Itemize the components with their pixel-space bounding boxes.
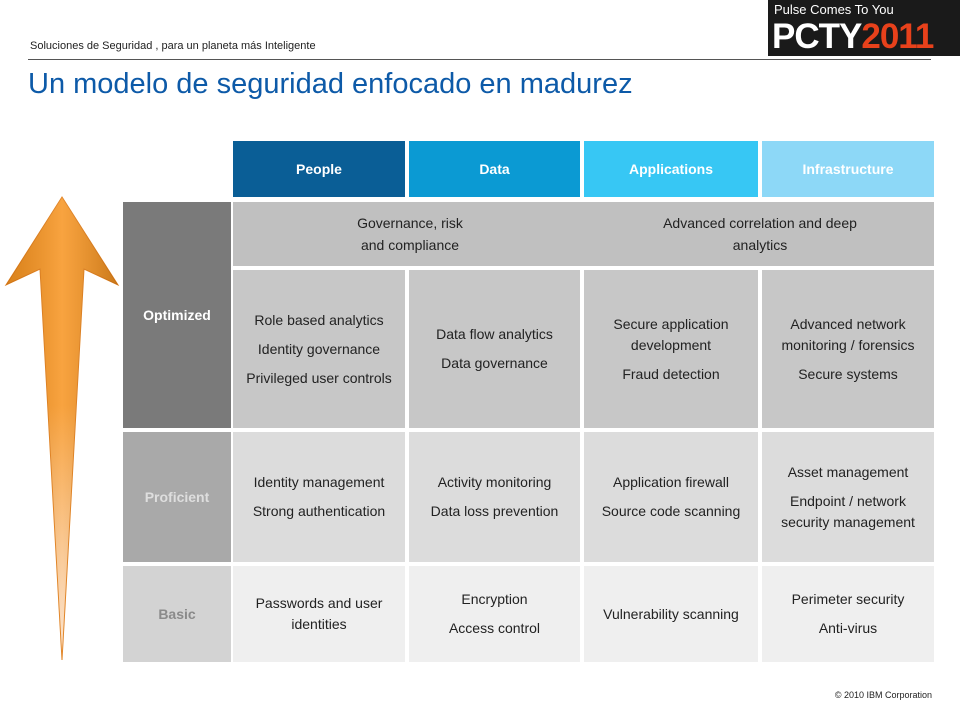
cell-item: Application firewall: [613, 474, 729, 490]
cell-optimized-data: [409, 270, 580, 428]
cell-optimized-people: [233, 270, 405, 428]
cell-item: Anti-virus: [818, 620, 878, 636]
cell-basic-people: [233, 566, 405, 662]
cell-basic-applications: [584, 566, 758, 662]
cell-line: Governance, risk: [357, 215, 463, 231]
header-divider: [28, 59, 931, 60]
level-proficient: Proficient: [123, 432, 231, 562]
cell-item: Source code scanning: [601, 503, 741, 519]
column-header-data: Data: [409, 141, 580, 197]
logo-name-part1: PCTY: [772, 17, 862, 56]
event-logo: [768, 0, 960, 56]
level-optimized: Optimized: [123, 202, 231, 428]
cell-item: Encryption: [461, 591, 528, 607]
cell-line: and compliance: [360, 237, 460, 253]
cell-basic-data: [409, 566, 580, 662]
cell-item: Data loss prevention: [430, 503, 559, 519]
column-header-people: People: [233, 141, 405, 197]
cell-item: Identity management: [253, 474, 385, 490]
cell-item: Vulnerability scanning: [603, 605, 739, 622]
logo-name-part2: 2011: [861, 17, 934, 56]
slide-title: Un modelo de seguridad enfocado en madurez: [28, 68, 633, 100]
cell-basic-infrastructure: [762, 566, 934, 662]
column-header-applications: Applications: [584, 141, 758, 197]
cell-proficient-people: [233, 432, 405, 562]
logo-tagline: Pulse Comes To You: [774, 2, 894, 17]
cell-item: Endpoint / network security management: [781, 492, 915, 530]
cell-advanced-correlation: [600, 202, 920, 266]
cell-optimized-applications: [584, 270, 758, 428]
cell-item: Perimeter security: [791, 591, 905, 607]
cell-item: Fraud detection: [622, 365, 720, 382]
cell-line: Advanced correlation and deep: [663, 215, 857, 231]
cell-item: Secure application development: [613, 315, 729, 353]
copyright: © 2010 IBM Corporation: [834, 690, 932, 700]
level-basic: Basic: [123, 566, 231, 662]
cell-item: Secure systems: [798, 365, 898, 382]
cell-item: Asset management: [787, 463, 909, 480]
cell-proficient-data: [409, 432, 580, 562]
logo-wordmark: [772, 18, 933, 56]
column-header-infrastructure: Infrastructure: [762, 141, 934, 197]
cell-item: Data governance: [441, 355, 548, 371]
cell-item: Advanced network monitoring / forensics: [781, 315, 915, 353]
cell-optimized-infrastructure: [762, 270, 934, 428]
cell-item: Strong authentication: [252, 503, 386, 519]
cell-item: Data flow analytics: [436, 326, 553, 342]
cell-item: Access control: [448, 620, 541, 636]
cell-item: Privileged user controls: [246, 369, 392, 386]
slide-subtitle: Soluciones de Seguridad , para un planeta más Inteligente: [30, 40, 316, 52]
cell-item: Activity monitoring: [437, 474, 552, 490]
cell-item: Role based analytics: [254, 311, 384, 328]
cell-proficient-applications: [584, 432, 758, 562]
cell-proficient-infrastructure: [762, 432, 934, 562]
cell-item: Identity governance: [257, 340, 381, 357]
cell-item: Passwords and user identities: [255, 595, 383, 632]
maturity-arrow-icon: [0, 195, 125, 665]
cell-governance-risk-compliance: [300, 202, 520, 266]
cell-line: analytics: [732, 237, 788, 253]
